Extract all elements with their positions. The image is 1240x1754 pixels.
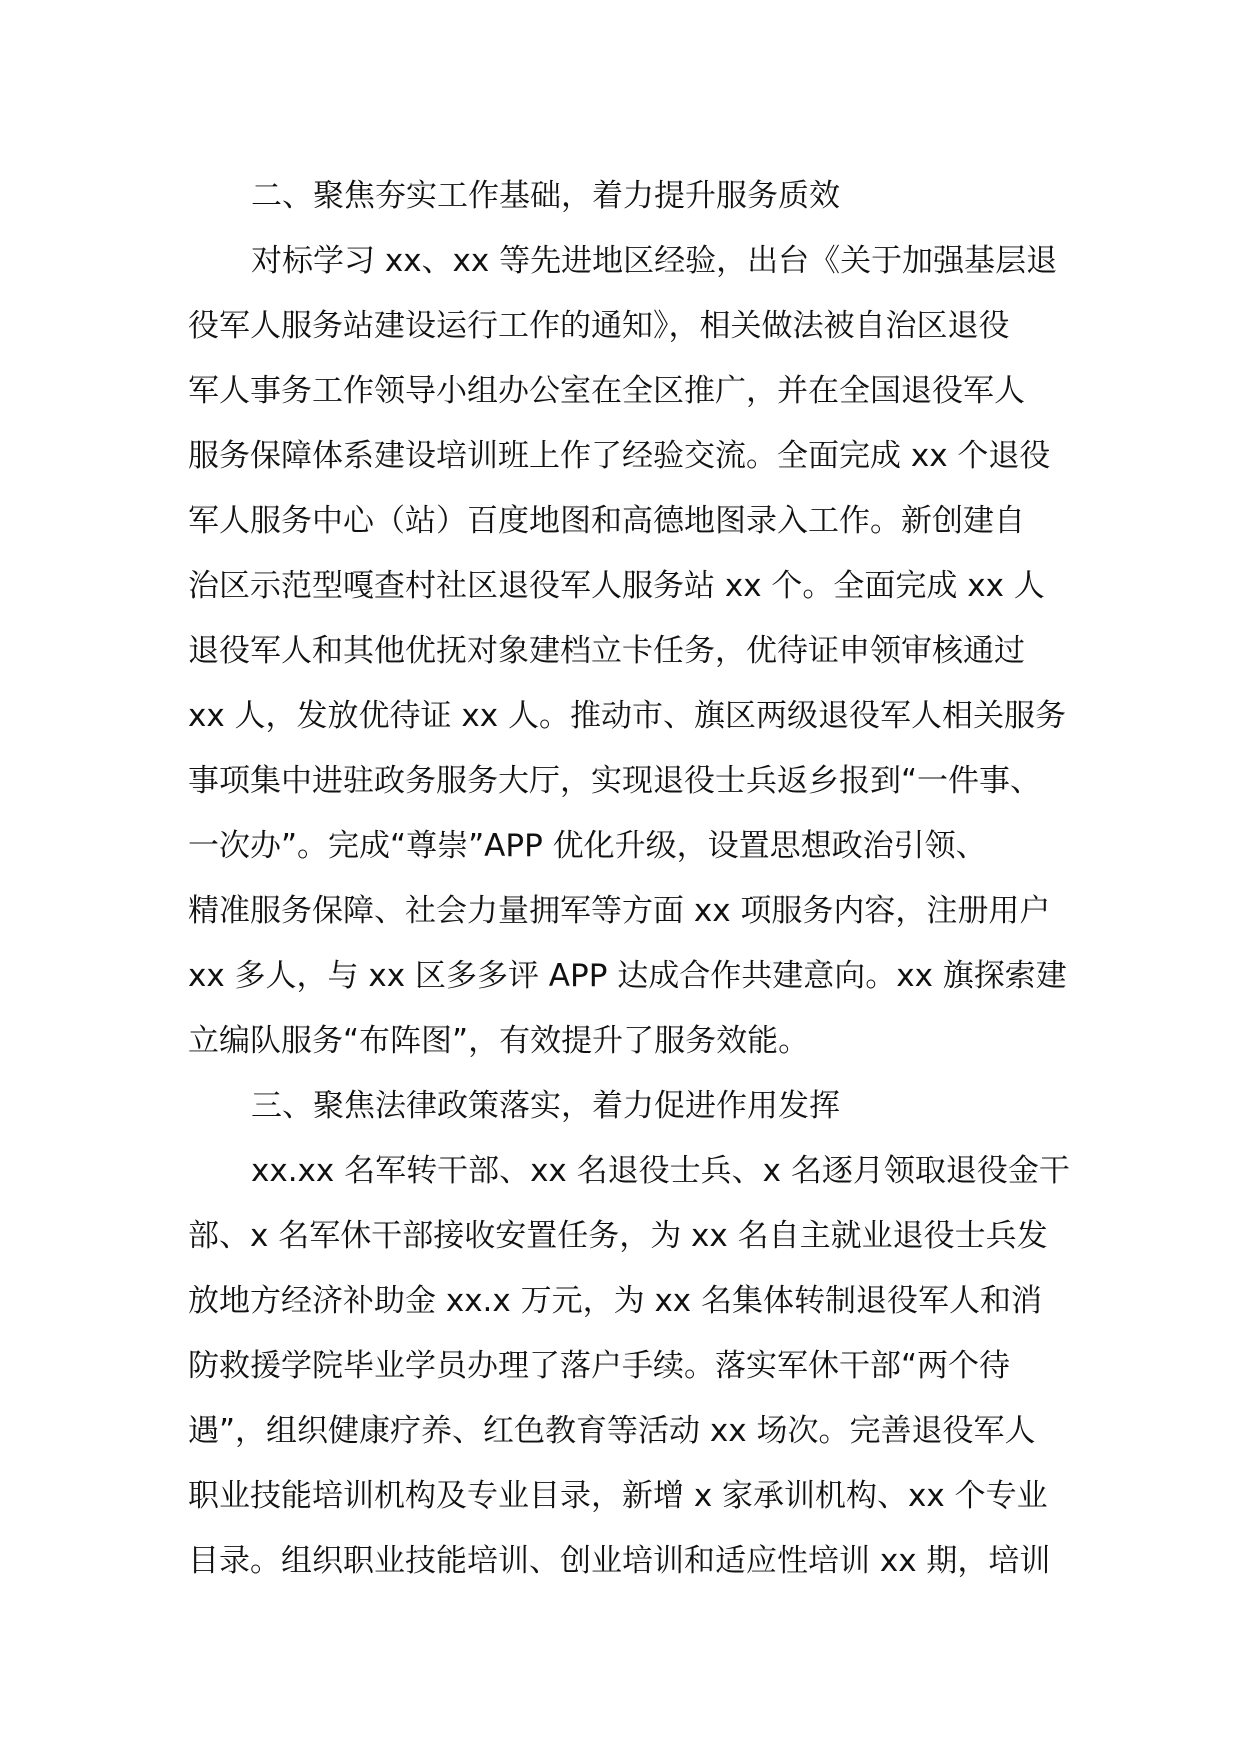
- section-heading-2: 二、聚焦夯实工作基础，着力提升服务质效: [251, 178, 840, 214]
- paragraph-line: xx 多人，与 xx 区多多评 APP 达成合作共建意向。xx 旗探索建: [188, 958, 1067, 994]
- paragraph-line: 职业技能培训机构及专业目录，新增 x 家承训机构、xx 个专业: [188, 1478, 1048, 1514]
- section-3-paragraph: [188, 1139, 1070, 1594]
- document-body: [188, 164, 1070, 1594]
- paragraph-line: 对标学习 xx、xx 等先进地区经验，出台《关于加强基层退: [251, 243, 1058, 279]
- paragraph-line: 军人事务工作领导小组办公室在全区推广，并在全国退役军人: [188, 373, 1025, 409]
- paragraph-line: 役军人服务站建设运行工作的通知》，相关做法被自治区退役: [188, 308, 1010, 344]
- paragraph-line: 精准服务保障、社会力量拥军等方面 xx 项服务内容，注册用户: [188, 893, 1051, 929]
- paragraph-line: 放地方经济补助金 xx.x 万元，为 xx 名集体转制退役军人和消: [188, 1283, 1042, 1319]
- paragraph-line: 退役军人和其他优抚对象建档立卡任务，优待证申领审核通过: [188, 633, 1025, 669]
- paragraph-line: 立编队服务“布阵图”，有效提升了服务效能。: [188, 1023, 810, 1059]
- paragraph-line: 服务保障体系建设培训班上作了经验交流。全面完成 xx 个退役: [188, 438, 1051, 474]
- paragraph-line: xx 人，发放优待证 xx 人。推动市、旗区两级退役军人相关服务: [188, 698, 1066, 734]
- paragraph-line: 部、x 名军休干部接收安置任务，为 xx 名自主就业退役士兵发: [188, 1218, 1048, 1254]
- paragraph-line: 治区示范型嘎查村社区退役军人服务站 xx 个。全面完成 xx 人: [188, 568, 1045, 604]
- paragraph-line: 军人服务中心（站）百度地图和高德地图录入工作。新创建自: [188, 503, 1025, 539]
- paragraph-line: 一次办”。完成“尊崇”APP 优化升级，设置思想政治引领、: [188, 828, 987, 864]
- paragraph-line: 防救援学院毕业学员办理了落户手续。落实军休干部“两个待: [188, 1348, 1011, 1384]
- section-2-paragraph: [188, 229, 1066, 1074]
- paragraph-line: 目录。组织职业技能培训、创业培训和适应性培训 xx 期，培训: [188, 1543, 1051, 1579]
- paragraph-line: xx.xx 名军转干部、xx 名退役士兵、x 名逐月领取退役金干: [251, 1153, 1070, 1189]
- paragraph-line: 遇”，组织健康疗养、红色教育等活动 xx 场次。完善退役军人: [188, 1413, 1036, 1449]
- section-heading-3: 三、聚焦法律政策落实，着力促进作用发挥: [251, 1088, 840, 1124]
- paragraph-line: 事项集中进驻政务服务大厅，实现退役士兵返乡报到“一件事、: [188, 763, 1042, 799]
